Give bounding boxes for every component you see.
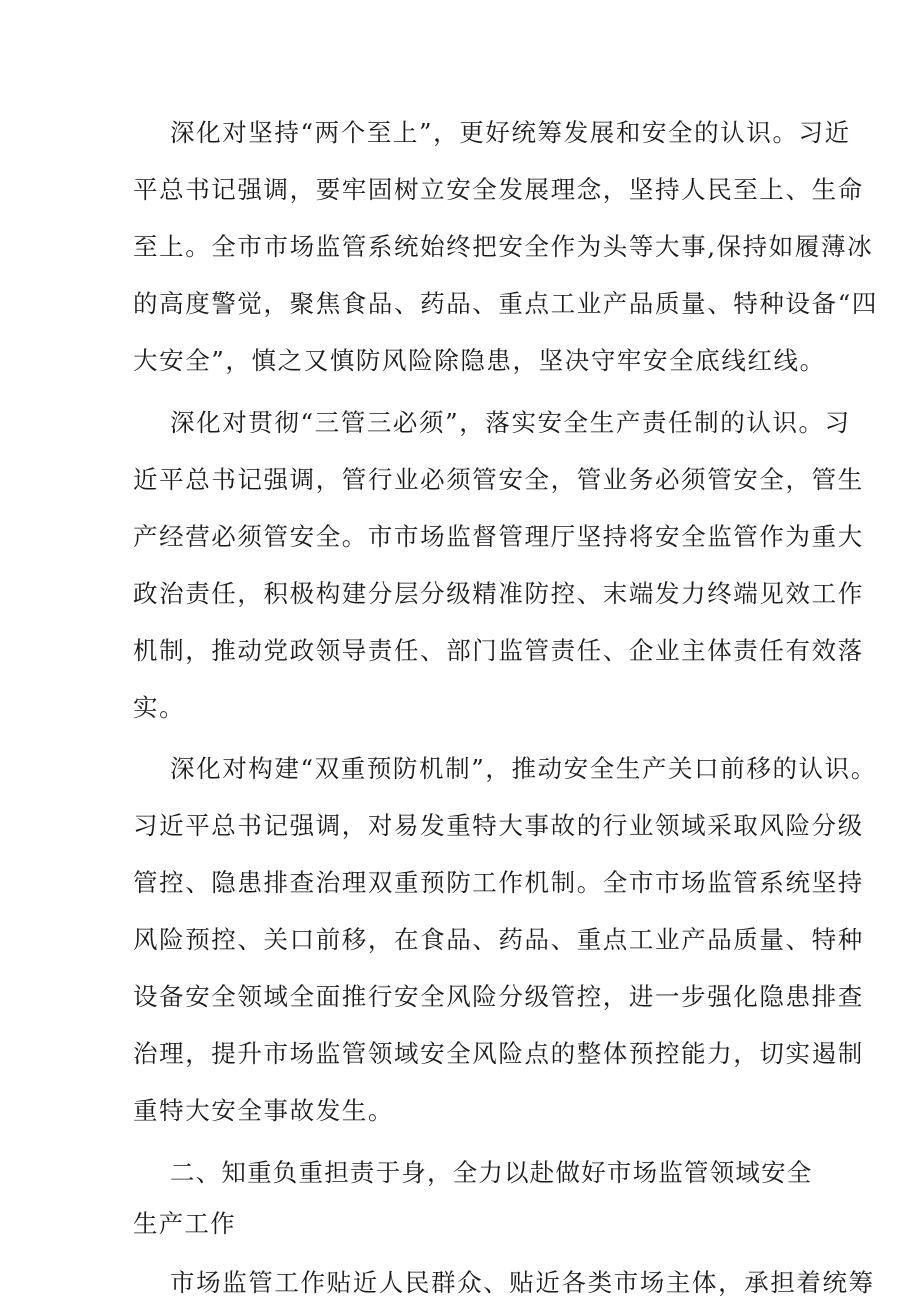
paragraph-line: 治理，提升市场监管领域安全风险点的整体预控能力，切实遏制 <box>133 1039 864 1068</box>
paragraph-line: 平总书记强调，要牢固树立安全发展理念，坚持人民至上、生命 <box>133 175 864 204</box>
paragraph-line: 重特大安全事故发生。 <box>133 1096 394 1125</box>
paragraph-line: 的高度警觉，聚焦食品、药品、重点工业产品质量、特种设备“四 <box>133 289 878 318</box>
paragraph-line: 市场监管工作贴近人民群众、贴近各类市场主体，承担着统筹 <box>170 1268 875 1297</box>
paragraph-line: 深化对构建“双重预防机制”，推动安全生产关口前移的认识。 <box>170 754 877 783</box>
paragraph-line: 近平总书记强调，管行业必须管安全，管业务必须管安全，管生 <box>133 465 864 494</box>
heading-line: 生产工作 <box>133 1209 236 1238</box>
paragraph-line: 深化对贯彻“三管三必须”，落实安全生产责任制的认识。习 <box>170 408 851 437</box>
paragraph-line: 机制，推动党政领导责任、部门监管责任、企业主体责任有效落 <box>133 636 864 665</box>
paragraph-line: 至上。全市市场监管系统始终把安全作为头等大事,保持如履薄冰 <box>133 232 874 261</box>
paragraph-line: 产经营必须管安全。市市场监督管理厅坚持将安全监管作为重大 <box>133 522 864 551</box>
paragraph-line: 深化对坚持“两个至上”，更好统筹发展和安全的认识。习近 <box>170 118 851 147</box>
paragraph-line: 大安全”，慎之又慎防风险除隐患，坚决守牢安全底线红线。 <box>133 346 826 375</box>
paragraph-line: 习近平总书记强调，对易发重特大事故的行业领域采取风险分级 <box>133 811 864 840</box>
paragraph-line: 管控、隐患排查治理双重预防工作机制。全市市场监管系统坚持 <box>133 868 864 897</box>
paragraph-line: 设备安全领域全面推行安全风险分级管控，进一步强化隐患排查 <box>133 982 864 1011</box>
paragraph-line: 政治责任，积极构建分层分级精准防控、末端发力终端见效工作 <box>133 579 864 608</box>
paragraph-line: 风险预控、关口前移，在食品、药品、重点工业产品质量、特种 <box>133 925 864 954</box>
heading-line: 二、知重负重担责于身，全力以赴做好市场监管领域安全 <box>170 1158 813 1187</box>
paragraph-line: 实。 <box>133 693 186 722</box>
